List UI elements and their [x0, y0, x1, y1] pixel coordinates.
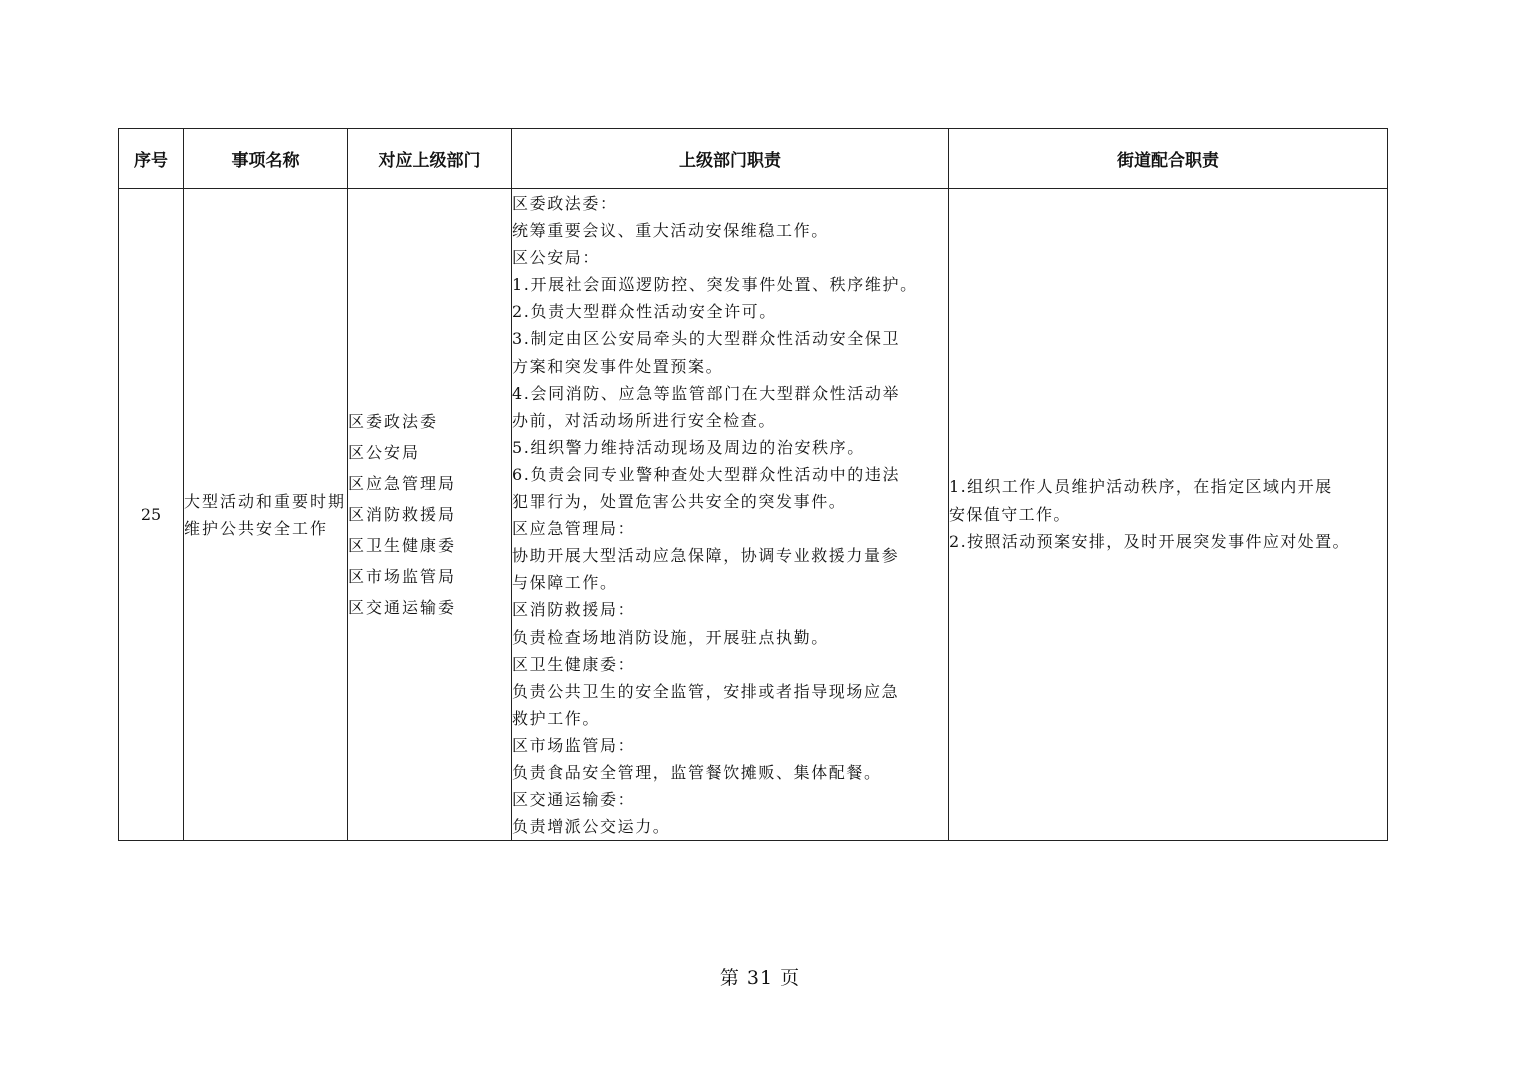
department-item: 区应急管理局 — [348, 474, 457, 494]
department-item: 区卫生健康委 — [348, 536, 457, 556]
responsibility-line: 区公安局： — [512, 248, 601, 268]
header-row — [119, 129, 1388, 189]
department-item: 区市场监管局 — [348, 567, 457, 587]
department-item: 区交通运输委 — [348, 598, 457, 618]
responsibility-line: 3.制定由区公安局牵头的大型群众性活动安全保卫 — [512, 329, 901, 349]
item-name-cell — [184, 189, 348, 841]
responsibility-line: 区应急管理局： — [512, 519, 636, 539]
responsibility-line: 4.会同消防、应急等监管部门在大型群众性活动举 — [512, 383, 901, 403]
header-dept: 对应上级部门 — [348, 129, 512, 189]
header-name: 事项名称 — [184, 129, 348, 189]
responsibility-line: 犯罪行为，处置危害公共安全的突发事件。 — [512, 492, 847, 512]
item-name: 大型活动和重要时期维护公共安全工作 — [184, 491, 347, 538]
responsibility-line: 负责检查场地消防设施，开展驻点执勤。 — [512, 627, 829, 647]
responsibility-line: 区卫生健康委： — [512, 654, 636, 674]
responsibility-line: 负责增派公交运力。 — [512, 817, 671, 837]
responsibility-line: 救护工作。 — [512, 708, 601, 728]
responsibility-line: 统筹重要会议、重大活动安保维稳工作。 — [512, 221, 829, 241]
table-row — [119, 189, 1388, 841]
responsibility-line: 1.开展社会面巡逻防控、突发事件处置、秩序维护。 — [512, 275, 918, 295]
responsibility-line: 6.负责会同专业警种查处大型群众性活动中的违法 — [512, 464, 901, 484]
page-number: 第 31 页 — [719, 967, 801, 989]
responsibility-line: 2.负责大型群众性活动安全许可。 — [512, 302, 777, 322]
header-resp: 上级部门职责 — [512, 129, 949, 189]
header-street: 街道配合职责 — [949, 129, 1388, 189]
responsibility-line: 区市场监管局： — [512, 735, 636, 755]
responsibility-line: 5.组织警力维持活动现场及周边的治安秩序。 — [512, 437, 865, 457]
street-duty-line: 1.组织工作人员维护活动秩序，在指定区域内开展 — [949, 477, 1333, 497]
street-cell — [949, 189, 1388, 841]
responsibility-list — [512, 189, 948, 840]
responsibility-line: 负责公共卫生的安全监管，安排或者指导现场应急 — [512, 681, 900, 701]
row-number: 25 — [119, 189, 184, 841]
responsibility-line: 区交通运输委： — [512, 790, 636, 810]
responsibility-cell — [512, 189, 949, 841]
department-list — [348, 406, 511, 623]
street-duty-line: 2.按照活动预案安排，及时开展突发事件应对处置。 — [949, 532, 1350, 552]
department-item: 区委政法委 — [348, 412, 439, 432]
department-item: 区消防救援局 — [348, 505, 457, 525]
responsibility-line: 负责食品安全管理，监管餐饮摊贩、集体配餐。 — [512, 762, 882, 782]
responsibility-table — [118, 128, 1388, 841]
department-cell — [348, 189, 512, 841]
responsibility-line: 区消防救援局： — [512, 600, 636, 620]
responsibility-line: 与保障工作。 — [512, 573, 618, 593]
header-no: 序号 — [119, 129, 184, 189]
responsibility-line: 区委政法委： — [512, 194, 618, 213]
responsibility-line: 办前，对活动场所进行安全检查。 — [512, 410, 777, 430]
street-duty-line: 安保值守工作。 — [949, 504, 1071, 524]
responsibility-line: 协助开展大型活动应急保障，协调专业救援力量参 — [512, 546, 900, 566]
department-item: 区公安局 — [348, 443, 421, 463]
responsibility-line: 方案和突发事件处置预案。 — [512, 356, 724, 376]
street-duty-list — [949, 473, 1387, 556]
